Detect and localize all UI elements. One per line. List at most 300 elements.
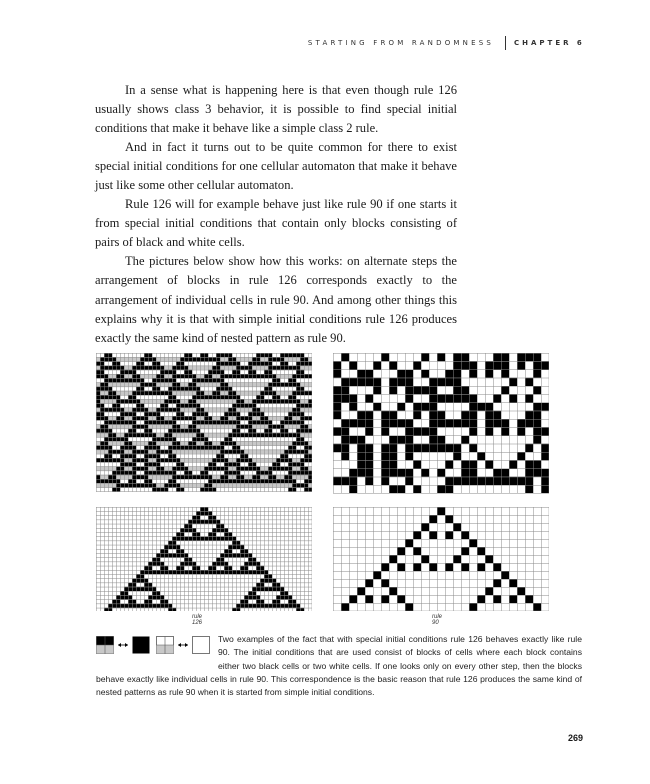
ca-cell — [124, 591, 128, 595]
ca-cell — [108, 437, 112, 441]
ca-cell — [100, 366, 104, 370]
ca-cell — [236, 424, 240, 428]
ca-cell — [429, 563, 437, 571]
ca-cell — [469, 394, 477, 402]
ca-cell — [120, 604, 124, 608]
ca-cell — [164, 441, 168, 445]
ca-cell — [172, 471, 176, 475]
ca-cell — [200, 507, 204, 511]
ca-cell — [168, 378, 172, 382]
ca-cell — [284, 374, 288, 378]
ca-cell — [108, 466, 112, 470]
ca-cell — [160, 450, 164, 454]
ca-cell — [160, 487, 164, 491]
ca-cell — [509, 378, 517, 386]
ca-cell — [244, 566, 248, 570]
ca-cell — [132, 429, 136, 433]
ca-cell — [200, 357, 204, 361]
ca-cell — [200, 450, 204, 454]
ca-cell — [429, 378, 437, 386]
ca-cell — [228, 462, 232, 466]
ca-cell — [296, 420, 300, 424]
ca-cell — [116, 395, 120, 399]
ca-cell — [533, 460, 541, 468]
ca-cell — [445, 531, 453, 539]
ca-cell — [140, 574, 144, 578]
ca-cell — [477, 452, 485, 460]
ca-cell — [164, 599, 168, 603]
ca-cell — [256, 424, 260, 428]
ca-cell — [148, 483, 152, 487]
ca-cell — [108, 387, 112, 391]
ca-cell — [136, 587, 140, 591]
ca-cell — [128, 378, 132, 382]
ca-cell — [272, 479, 276, 483]
ca-cell — [232, 408, 236, 412]
ca-cell — [220, 361, 224, 365]
header-divider — [505, 36, 506, 50]
ca-cell — [116, 416, 120, 420]
ca-cell — [220, 353, 224, 357]
ca-cell — [272, 466, 276, 470]
ca-cell — [292, 604, 296, 608]
ca-cell — [156, 387, 160, 391]
ca-cell — [144, 479, 148, 483]
ca-cell — [100, 408, 104, 412]
ca-cell — [252, 557, 256, 561]
ca-cell — [132, 366, 136, 370]
ca-cell — [160, 570, 164, 574]
ca-cell — [224, 366, 228, 370]
ca-cell — [168, 471, 172, 475]
ca-cell — [236, 395, 240, 399]
ca-cell — [268, 374, 272, 378]
ca-cell — [272, 378, 276, 382]
ca-cell — [220, 366, 224, 370]
ca-cell — [272, 599, 276, 603]
ca-cell — [469, 411, 477, 419]
ca-cell — [236, 403, 240, 407]
ca-cell — [188, 387, 192, 391]
ca-cell — [148, 479, 152, 483]
ca-cell — [152, 587, 156, 591]
ca-cell — [212, 532, 216, 536]
ca-cell — [204, 399, 208, 403]
ca-cell — [220, 445, 224, 449]
ca-cell — [389, 485, 397, 493]
ca-cell — [144, 441, 148, 445]
ca-cell — [128, 433, 132, 437]
ca-cell — [252, 416, 256, 420]
ca-cell — [216, 450, 220, 454]
ca-cell — [100, 374, 104, 378]
ca-cell — [429, 531, 437, 539]
ca-cell — [288, 433, 292, 437]
ca-cell — [204, 408, 208, 412]
ca-cell — [296, 471, 300, 475]
ca-cell — [341, 427, 349, 435]
ca-cell — [228, 412, 232, 416]
ca-cell — [120, 399, 124, 403]
ca-cell — [236, 374, 240, 378]
ca-cell — [172, 437, 176, 441]
ca-cell — [341, 353, 349, 361]
ca-cell — [172, 382, 176, 386]
ca-cell — [236, 553, 240, 557]
ca-cell — [288, 374, 292, 378]
ca-cell — [148, 416, 152, 420]
ca-cell — [296, 370, 300, 374]
ca-cell — [224, 441, 228, 445]
ca-cell — [108, 374, 112, 378]
ca-cell — [485, 361, 493, 369]
ca-cell — [232, 382, 236, 386]
ca-cell — [264, 578, 268, 582]
ca-cell — [196, 420, 200, 424]
ca-cell — [240, 570, 244, 574]
ca-cell — [168, 370, 172, 374]
ca-cell — [132, 604, 136, 608]
ca-cell — [148, 595, 152, 599]
ca-cell — [461, 394, 469, 402]
ca-cell — [148, 475, 152, 479]
ca-cell — [168, 553, 172, 557]
ca-cell — [381, 563, 389, 571]
ca-cell — [453, 444, 461, 452]
ca-cell — [252, 420, 256, 424]
ca-cell — [156, 604, 160, 608]
ca-cell — [349, 378, 357, 386]
ca-cell — [164, 433, 168, 437]
ca-cell — [192, 429, 196, 433]
ca-cell — [256, 562, 260, 566]
ca-cell — [152, 408, 156, 412]
ca-cell — [296, 412, 300, 416]
ca-cell — [389, 419, 397, 427]
ca-cell — [120, 595, 124, 599]
ca-cell — [124, 382, 128, 386]
ca-cell — [112, 361, 116, 365]
ca-cell — [144, 374, 148, 378]
ca-cell — [252, 361, 256, 365]
ca-cell — [389, 469, 397, 477]
ca-cell — [276, 595, 280, 599]
ca-cell — [236, 366, 240, 370]
ca-cell — [144, 445, 148, 449]
ca-cell — [160, 374, 164, 378]
ca-cell — [228, 549, 232, 553]
ca-cell — [196, 399, 200, 403]
ca-cell — [300, 483, 304, 487]
ca-cell — [248, 361, 252, 365]
ca-cell — [304, 445, 308, 449]
ca-cell — [148, 458, 152, 462]
ca-cell — [264, 475, 268, 479]
ca-cell — [184, 403, 188, 407]
ca-cell — [188, 536, 192, 540]
ca-cell — [477, 477, 485, 485]
ca-cell — [184, 408, 188, 412]
ca-cell — [124, 374, 128, 378]
ca-cell — [100, 391, 104, 395]
ca-cell — [140, 424, 144, 428]
ca-cell — [204, 391, 208, 395]
ca-cell — [188, 374, 192, 378]
ca-cell — [192, 458, 196, 462]
ca-cell — [292, 445, 296, 449]
ca-cell — [124, 471, 128, 475]
ca-cell — [405, 386, 413, 394]
ca-cell — [300, 399, 304, 403]
ca-cell — [96, 424, 100, 428]
ca-cell — [216, 361, 220, 365]
ca-cell — [216, 520, 220, 524]
ca-cell — [200, 570, 204, 574]
ca-cell — [208, 466, 212, 470]
ca-cell — [160, 441, 164, 445]
ca-cell — [333, 427, 341, 435]
ca-cell — [192, 475, 196, 479]
ca-cell — [144, 420, 148, 424]
ca-cell — [232, 416, 236, 420]
ca-cell — [300, 353, 304, 357]
ca-cell — [477, 595, 485, 603]
ca-cell — [288, 604, 292, 608]
ca-cell — [120, 466, 124, 470]
grid-lines — [333, 507, 549, 611]
ca-cell — [413, 361, 421, 369]
ca-cell — [288, 420, 292, 424]
ca-cell — [445, 460, 453, 468]
ca-cell — [188, 557, 192, 561]
ca-cell — [132, 374, 136, 378]
ca-cell — [308, 366, 312, 370]
ca-cell — [272, 416, 276, 420]
ca-cell — [148, 599, 152, 603]
ca-cell — [276, 479, 280, 483]
ca-cell — [196, 433, 200, 437]
ca-cell — [212, 450, 216, 454]
ca-cell — [140, 382, 144, 386]
ca-cell — [180, 487, 184, 491]
ca-cell — [429, 515, 437, 523]
ca-cell — [224, 528, 228, 532]
ca-cell — [200, 395, 204, 399]
ca-cell — [160, 399, 164, 403]
ca-cell — [304, 416, 308, 420]
ca-cell — [128, 374, 132, 378]
ca-cell — [128, 366, 132, 370]
ca-cell — [236, 429, 240, 433]
ca-cell — [288, 424, 292, 428]
ca-cell — [461, 386, 469, 394]
ca-cell — [292, 395, 296, 399]
ca-cell — [228, 450, 232, 454]
ca-cell — [228, 416, 232, 420]
ca-cell — [172, 479, 176, 483]
ca-cell — [264, 391, 268, 395]
ca-cell — [124, 466, 128, 470]
ca-cell — [341, 386, 349, 394]
ca-cell — [296, 437, 300, 441]
ca-cell — [260, 587, 264, 591]
ca-cell — [216, 479, 220, 483]
ca-cell — [300, 462, 304, 466]
ca-cell — [264, 424, 268, 428]
ca-cell — [252, 562, 256, 566]
ca-cell — [136, 450, 140, 454]
ca-cell — [333, 477, 341, 485]
ca-cell — [437, 419, 445, 427]
ca-cell — [204, 458, 208, 462]
ca-cell — [96, 366, 100, 370]
ca-cell — [200, 511, 204, 515]
ca-cell — [160, 458, 164, 462]
ca-cell — [308, 403, 312, 407]
ca-cell — [196, 532, 200, 536]
ca-cell — [244, 570, 248, 574]
ca-cell — [256, 466, 260, 470]
ca-cell — [240, 357, 244, 361]
ca-cell — [280, 475, 284, 479]
ca-cell — [156, 595, 160, 599]
ca-cell — [136, 458, 140, 462]
ca-cell — [240, 483, 244, 487]
ca-cell — [292, 479, 296, 483]
ca-cell — [116, 361, 120, 365]
ca-cell — [112, 471, 116, 475]
ca-cell — [188, 391, 192, 395]
ca-cell — [244, 458, 248, 462]
ca-cell — [204, 507, 208, 511]
ca-cell — [204, 441, 208, 445]
ca-cell — [184, 471, 188, 475]
ca-cell — [188, 562, 192, 566]
ca-cell — [308, 441, 312, 445]
ca-cell — [148, 408, 152, 412]
ca-cell — [116, 441, 120, 445]
ca-cell — [216, 357, 220, 361]
caption-text: Two examples of the fact that with special initial conditions rule 126 behaves exactly like rule 90. The initial conditions that are used consist of blocks of cells where each block contains either two black cells or two white cells. If one looks only on every other step, then the blocks behave exactly like individual cells in rule 90. This correspondence is the basic reason that rule 126 produces the same kind of nested patterns as rule 90 when it is started from simple initial conditions. — [96, 634, 582, 698]
ca-cell — [144, 353, 148, 357]
ca-cell — [120, 420, 124, 424]
ca-cell — [264, 570, 268, 574]
ca-cell — [264, 479, 268, 483]
ca-cell — [288, 366, 292, 370]
ca-cell — [509, 460, 517, 468]
ca-cell — [220, 454, 224, 458]
ca-cell — [280, 420, 284, 424]
ca-cell — [180, 549, 184, 553]
ca-cell — [116, 357, 120, 361]
ca-cell — [288, 599, 292, 603]
ca-cell — [104, 408, 108, 412]
ca-cell — [116, 437, 120, 441]
ca-cell — [461, 419, 469, 427]
ca-cell — [389, 378, 397, 386]
ca-cell — [176, 412, 180, 416]
ca-cell — [144, 570, 148, 574]
ca-cell — [100, 399, 104, 403]
ca-cell — [413, 485, 421, 493]
ca-cell — [341, 603, 349, 611]
ca-cell — [168, 387, 172, 391]
ca-cell — [104, 391, 108, 395]
ca-cell — [120, 382, 124, 386]
ca-cell — [248, 424, 252, 428]
ca-cell — [108, 399, 112, 403]
ca-cell — [212, 399, 216, 403]
ca-cell — [184, 424, 188, 428]
ca-cell — [252, 604, 256, 608]
ca-cell — [208, 357, 212, 361]
ca-cell — [304, 408, 308, 412]
ca-cell — [216, 475, 220, 479]
ca-cell — [200, 433, 204, 437]
ca-cell — [104, 378, 108, 382]
ca-cell — [192, 378, 196, 382]
ca-cell — [208, 416, 212, 420]
ca-cell — [437, 353, 445, 361]
ca-cell — [152, 487, 156, 491]
ca-cell — [256, 595, 260, 599]
ca-cell — [300, 420, 304, 424]
ca-cell — [160, 483, 164, 487]
ca-cell — [132, 458, 136, 462]
ca-cell — [176, 462, 180, 466]
ca-cell — [232, 475, 236, 479]
ca-cell — [280, 391, 284, 395]
ca-cell — [132, 441, 136, 445]
ca-cell — [152, 570, 156, 574]
ca-cell — [204, 570, 208, 574]
ca-cell — [136, 399, 140, 403]
ca-cell — [276, 462, 280, 466]
ca-cell — [100, 403, 104, 407]
ca-cell — [180, 361, 184, 365]
ca-cell — [268, 387, 272, 391]
ca-cell — [220, 408, 224, 412]
ca-cell — [144, 583, 148, 587]
ca-cell — [212, 458, 216, 462]
ca-cell — [144, 429, 148, 433]
ca-cell — [204, 357, 208, 361]
ca-cell — [152, 445, 156, 449]
ca-cell — [144, 599, 148, 603]
ca-cell — [128, 420, 132, 424]
ca-cell — [172, 433, 176, 437]
ca-cell — [148, 424, 152, 428]
ca-cell — [96, 399, 100, 403]
ca-cell — [212, 374, 216, 378]
ca-cell — [397, 403, 405, 411]
ca-cell — [152, 387, 156, 391]
ca-cell — [104, 382, 108, 386]
ca-cell — [300, 441, 304, 445]
ca-cell — [196, 536, 200, 540]
ca-cell — [164, 545, 168, 549]
ca-cell — [260, 450, 264, 454]
ca-cell — [172, 378, 176, 382]
ca-cell — [296, 361, 300, 365]
ca-cell — [160, 562, 164, 566]
ca-cell — [260, 479, 264, 483]
ca-cell — [292, 391, 296, 395]
ca-cell — [260, 357, 264, 361]
ca-cell — [469, 444, 477, 452]
ca-cell — [172, 483, 176, 487]
ca-cell — [188, 520, 192, 524]
